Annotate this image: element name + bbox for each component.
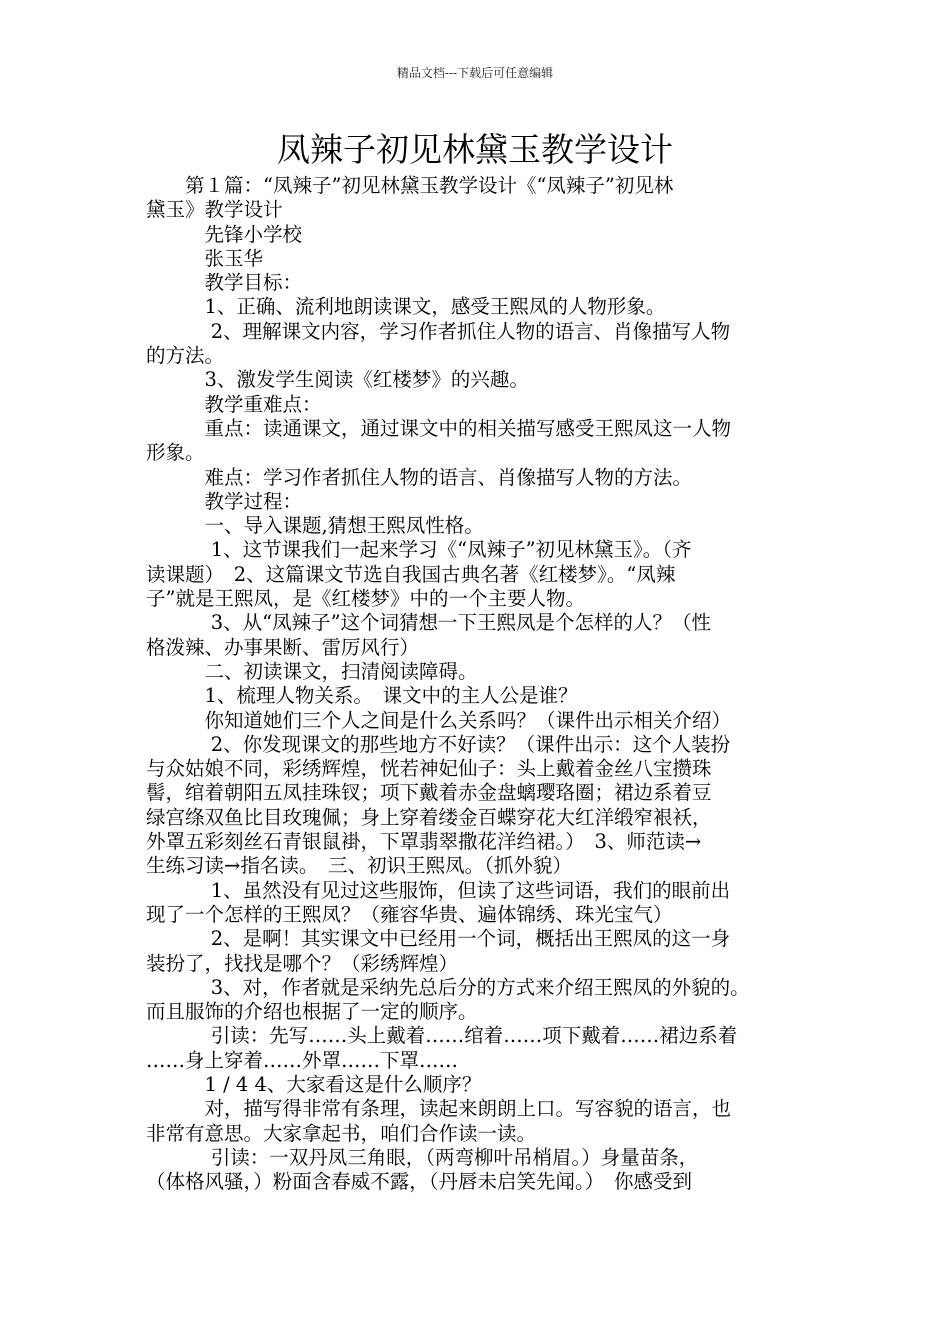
- body-line: 读课题） 2、这篇课文节选自我国古典名著《红楼梦》。“凤辣: [146, 562, 676, 586]
- document-body: [146, 174, 810, 1194]
- document-title: 凤辣子初见林黛玉教学设计: [277, 130, 673, 169]
- body-line: 格泼辣、办事果断、雷厉风行）: [146, 635, 420, 659]
- body-line: 1、正确、流利地朗读课文，感受王熙凤的人物形象。: [146, 295, 666, 319]
- body-line: 二、初读课文，扫清阅读障碍。: [146, 659, 478, 683]
- body-line: 装扮了，找找是哪个？（彩绣辉煌）: [146, 951, 459, 975]
- body-line: 外罩五彩刻丝石青银鼠褂，下罩翡翠撒花洋绉裙。） 3、师范读→: [146, 830, 702, 854]
- body-line: 2、你发现课文的那些地方不好读？（课件出示：这个人装扮: [146, 732, 731, 756]
- page-header: 精品文档---下载后可任意编辑: [396, 66, 554, 80]
- body-line: 一、导入课题,猜想王熙凤性格。: [146, 514, 484, 538]
- body-line: 引读：先写……头上戴着……绾着……项下戴着……裙边系着: [146, 1024, 738, 1048]
- body-line: 教学过程：: [146, 489, 303, 513]
- body-line: 的方法。: [146, 344, 225, 368]
- body-line: 2、理解课文内容，学习作者抓住人物的语言、肖像描写人物: [146, 319, 731, 343]
- body-line: 生练习读→指名读。 三、初识王熙凤。（抓外貌）: [146, 854, 572, 878]
- body-line: 2、是啊！其实课文中已经用一个词，概括出王熙凤的这一身: [146, 927, 731, 951]
- body-line: ……身上穿着……外罩……下罩……: [146, 1048, 459, 1072]
- body-line: 3、从“凤辣子”这个词猜想一下王熙凤是个怎样的人？（性: [146, 611, 712, 635]
- body-line: 张玉华: [146, 246, 264, 270]
- body-line: （体格风骚，）粉面含春威不露，（丹唇未启笑先闻。） 你感受到: [146, 1170, 693, 1194]
- body-line: 1、这节课我们一起来学习《“凤辣子”初见林黛玉》。（齐: [146, 538, 692, 562]
- body-line: 与众姑娘不同，彩绣辉煌，恍若神妃仙子：头上戴着金丝八宝攒珠: [146, 757, 712, 781]
- body-line: 3、对，作者就是采纳先总后分的方式来介绍王熙凤的外貌的。: [146, 975, 750, 999]
- body-line: 重点：读通课文，通过课文中的相关描写感受王熙凤这一人物: [146, 416, 732, 440]
- body-line: 第１篇：“凤辣子”初见林黛玉教学设计《“凤辣子”初见林: [146, 174, 674, 197]
- body-line: 黛玉》教学设计: [146, 198, 283, 222]
- body-line: 3、激发学生阅读《红楼梦》的兴趣。: [146, 368, 529, 392]
- body-line: 髻，绾着朝阳五凤挂珠钗；项下戴着赤金盘螭璎珞圈；裙边系着豆: [146, 781, 712, 805]
- body-line: 对，描写得非常有条理，读起来朗朗上口。写容貌的语言，也: [146, 1097, 732, 1121]
- body-line: 子”就是王熙凤，是《红楼梦》中的一个主要人物。: [146, 587, 585, 611]
- body-line: 1、梳理人物关系。 课文中的主人公是谁？: [146, 684, 578, 708]
- body-line: 1 / 4 4、大家看这是什么顺序？: [146, 1072, 482, 1096]
- body-line: 难点：学习作者抓住人物的语言、肖像描写人物的方法。: [146, 465, 693, 489]
- body-line: 教学目标：: [146, 271, 303, 295]
- body-line: 形象。: [146, 441, 205, 465]
- body-line: 绿宫绦双鱼比目玫瑰佩；身上穿着缕金百蝶穿花大红洋缎窄裉袄，: [146, 805, 712, 829]
- body-line: 你知道她们三个人之间是什么关系吗？（课件出示相关介绍）: [146, 708, 732, 732]
- body-line: 1、虽然没有见过这些服饰，但读了这些词语，我们的眼前出: [146, 878, 731, 902]
- body-line: 引读：一双丹凤三角眼，（两弯柳叶吊梢眉。）身量苗条，: [146, 1145, 699, 1169]
- body-line: 教学重难点：: [146, 392, 322, 416]
- body-line: 而且服饰的介绍也根据了一定的顺序。: [146, 1000, 478, 1024]
- body-line: 现了一个怎样的王熙凤？（雍容华贵、遍体锦绣、珠光宝气）: [146, 902, 673, 926]
- body-line: 先锋小学校: [146, 222, 303, 246]
- body-line: 非常有意思。大家拿起书，咱们合作读一读。: [146, 1121, 537, 1145]
